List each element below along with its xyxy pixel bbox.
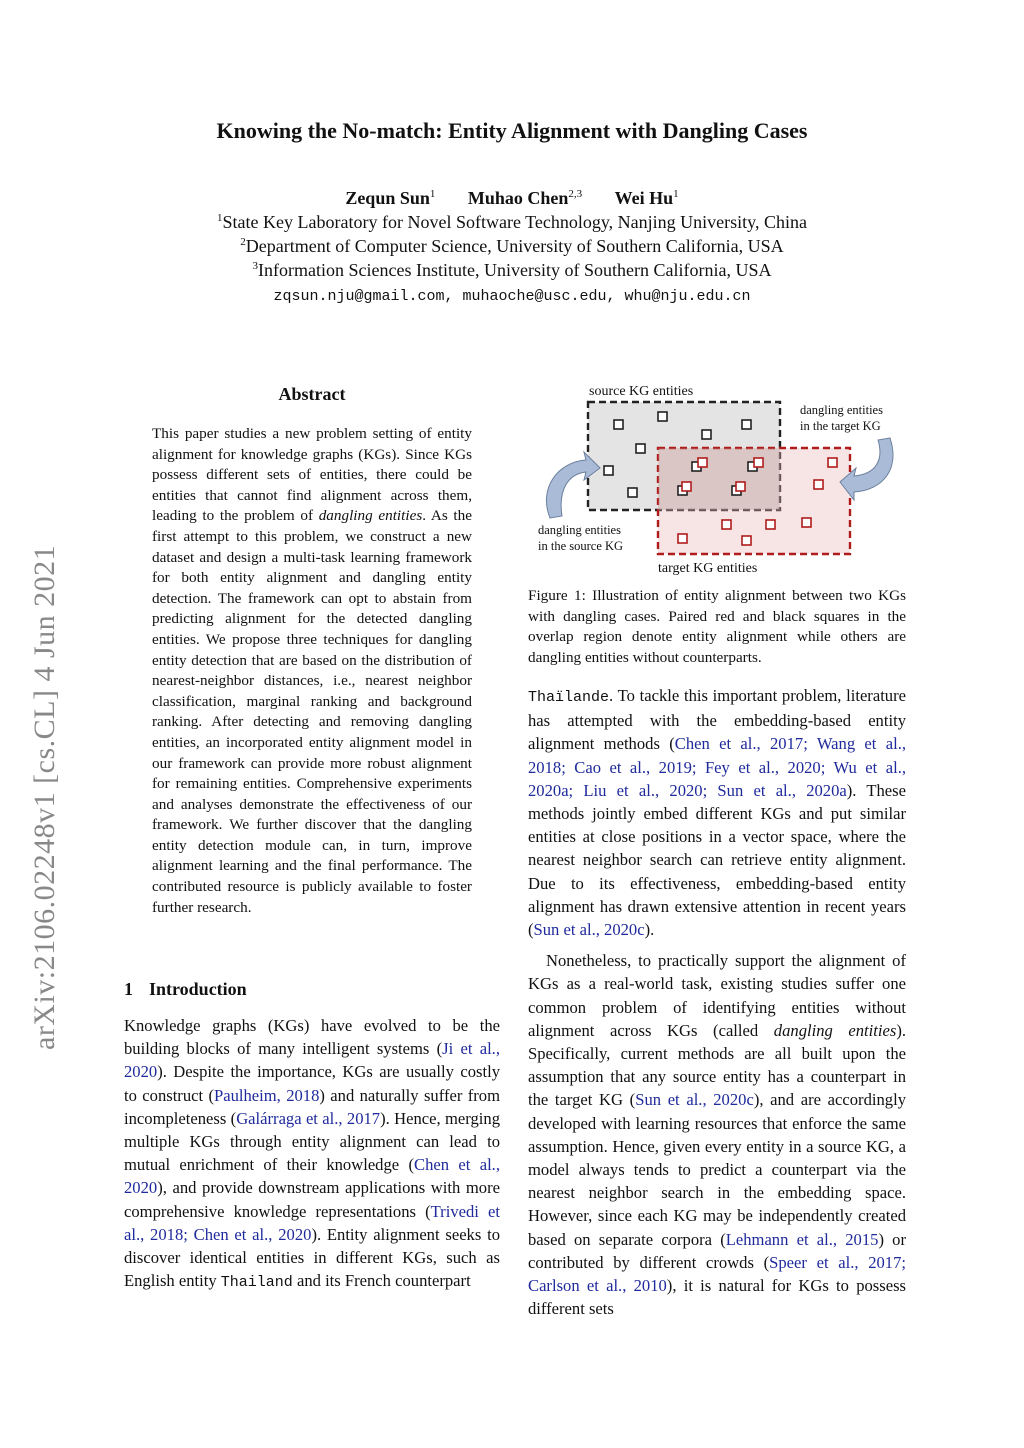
citation-link[interactable]: Speer et al., 2017; Carlson et al., 2010 bbox=[528, 1252, 906, 1296]
affiliation: $^3$Information Sciences Institute, University of Southern California, USA bbox=[252, 260, 772, 280]
affiliation: $^1$State Key Laboratory for Novel Software Technology, Nanjing University, China bbox=[217, 212, 807, 232]
label-target-kg: target KG entities bbox=[658, 561, 758, 576]
citation-link[interactable]: Galárraga et al., 2017 bbox=[236, 1108, 381, 1128]
right-column-text: Thaïlande. To tackle this important problem, literature has attempted with the embedding-based entity alignment methods (Chen et al., 2017; Wang et al., 2018; Cao et al., 2019; Fey et al., 2020; Wu et al., 2020a; Liu et al., 2020; Sun et al., 2020a). These methods jointly embed different KGs and put similar entities at close positions in a vector space, where the nearest neighbor search can retrieve entity alignment. Due to its effectiveness, embedding-based entity alignment has drawn extensive attention in recent years (Sun et al., 2020c). Nonetheless, to practically support the alignment of KGs as a real-world task, existing studies suffer one common problem of identifying entities without alignment across KGs (called dangling entities). Specifically, current methods are all built upon the assumption that any source entity has a counterpart in the target KG (Sun et al., 2020c), and are accordingly developed with learning resources that enforce the same assumption. Hence, given every entity in a source KG, a model always tends to predict a counterpart via the nearest neighbor search in the embedding space. However, since each KG may be independently created based on separate corpora (Lehmann et al., 2015) or contributed by different crowds (Speer et al., 2017; Carlson et al., 2010), it is natural for KGs to possess different sets bbox=[528, 686, 907, 1319]
abstract-heading: Abstract bbox=[278, 384, 346, 404]
label-dangling-target: dangling entities bbox=[800, 403, 883, 417]
citation-link[interactable]: Trivedi et al., 2018; Chen et al., 2020 bbox=[124, 1201, 500, 1244]
figure-1-diagram bbox=[528, 378, 908, 578]
introduction-text: Knowledge graphs (KGs) have evolved to be the building blocks of many intelligent systems (Ji et al., 2020). Despite the importance, KGs are usually costly to construct (Paulheim, 2018) and naturally suffer from incompleteness (Galárraga et al., 2017). Hence, merging multiple KGs through entity alignment can lead to mutual enrichment of their knowledge (Chen et al., 2020), and provide downstream applications with more comprehensive knowledge representations (Trivedi et al., 2018; Chen et al., 2020). Entity alignment seeks to discover identical entities in different KGs, such as English entity Thailand and its French counterpart bbox=[124, 1016, 500, 1292]
figure-caption: Figure 1: Illustration of entity alignment between two KGs with dangling cases. Paired red and black squares in the overlap region denote entity alignment while others are dangling entities without counterparts. bbox=[528, 587, 906, 666]
abstract-text: This paper studies a new problem setting of entity alignment for knowledge graphs (KGs). Since KGs possess different sets of entities, there could be entities that cannot find alignment across them, leading to the problem of dangling entities. As the first attempt to this problem, we construct a new dataset and design a multi-task learning framework for both entity alignment and dangling entity detection. The framework can opt to abstain from predicting alignment for the detected dangling entities. We propose three techniques for dangling entity detection that are based on the distribution of nearest-neighbor distances, i.e., nearest neighbor classification, marginal ranking and background ranking. After detecting and removing dangling entities, an incorporated entity alignment model in our framework can provide more robust alignment for remaining entities. Comprehensive experiments and analyses demonstrate the effectiveness of our framework. We further discover that the dangling entity detection module can, in turn, improve alignment learning and the final performance. The contributed resource is publicly available to foster further research. bbox=[152, 425, 472, 916]
citation-link[interactable]: Chen et al., 2020 bbox=[124, 1155, 500, 1198]
label-dangling-target: in the target KG bbox=[800, 419, 881, 433]
section-heading: 1 Introduction bbox=[124, 979, 247, 999]
label-dangling-source: dangling entities bbox=[538, 523, 621, 537]
affiliation: $^2$Department of Computer Science, University of Southern California, USA bbox=[240, 236, 784, 256]
citation-link[interactable]: Lehmann et al., 2015 bbox=[725, 1229, 879, 1249]
citation-link[interactable]: Sun et al., 2020c bbox=[635, 1090, 754, 1110]
label-dangling-source: in the source KG bbox=[538, 539, 624, 553]
citation-link[interactable]: Ji et al., 2020 bbox=[124, 1039, 500, 1082]
author-emails: zqsun.nju@gmail.com, muhaoche@usc.edu, whu@nju.edu.cn bbox=[273, 288, 751, 305]
paper-title: Knowing the No-match: Entity Alignment with Dangling Cases bbox=[216, 118, 808, 143]
citation-link[interactable]: Paulheim, 2018 bbox=[214, 1085, 320, 1105]
author-list bbox=[0, 188, 1024, 209]
author: Muhao Chen$^{2,3}$ bbox=[467, 188, 583, 208]
author: Wei Hu$^1$ bbox=[614, 188, 679, 208]
citation-link[interactable]: Sun et al., 2020c bbox=[533, 920, 645, 940]
arxiv-stamp: arXiv:2106.02248v1 [cs.CL] 4 Jun 2021 bbox=[28, 544, 61, 1050]
citation-link[interactable]: Chen et al., 2017; Wang et al., 2018; Cao et al., 2019; Fey et al., 2020; Wu et al., 2020a; Liu et al., 2020; Sun et al., 2020a bbox=[528, 734, 906, 800]
author: Zequn Sun$^1$ bbox=[345, 188, 436, 208]
label-source-kg: source KG entities bbox=[589, 384, 694, 399]
